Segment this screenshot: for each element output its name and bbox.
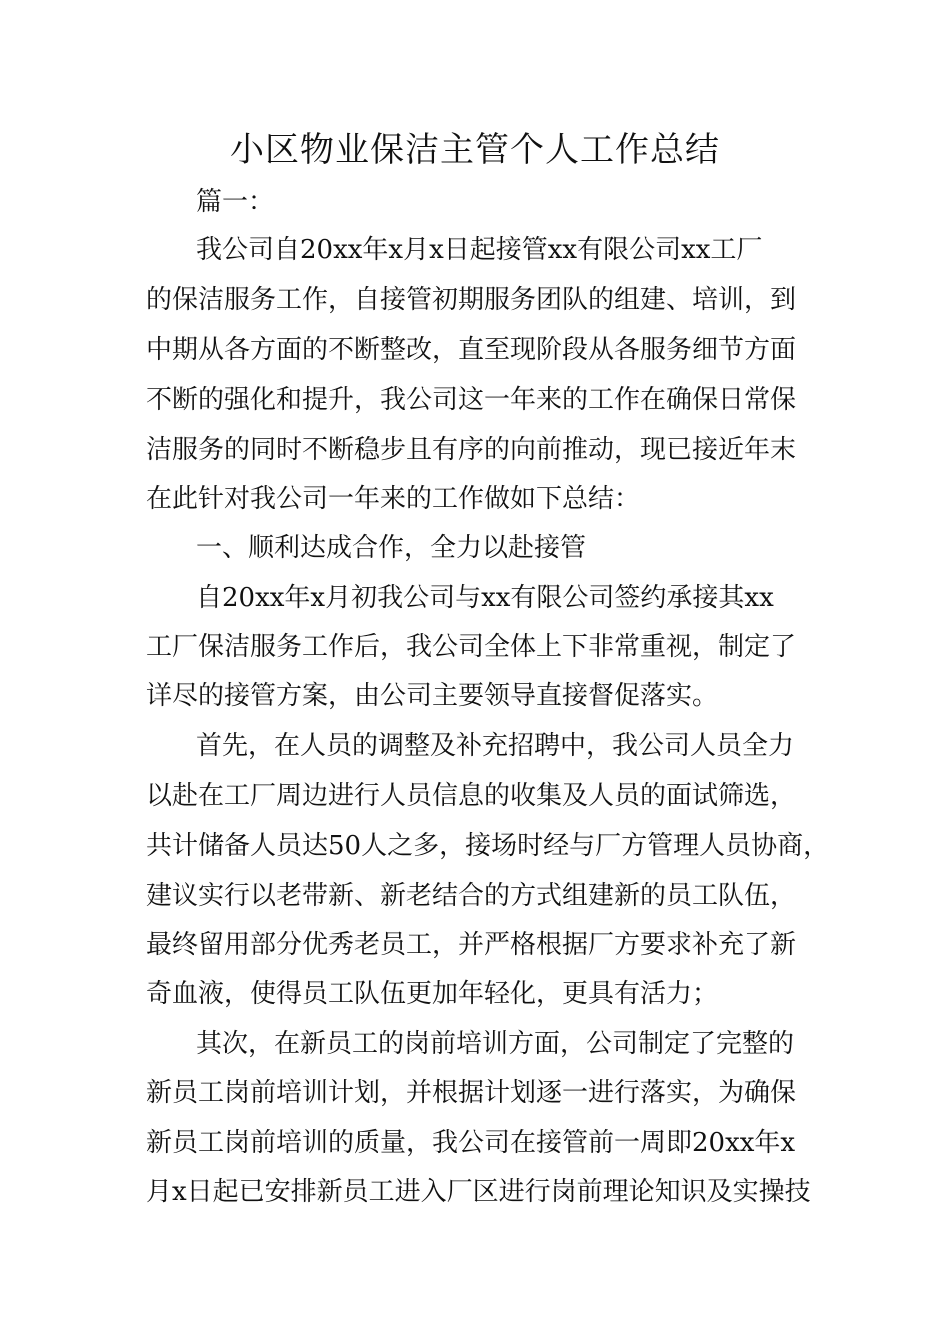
- paragraph-line: 最终留用部分优秀老员工，并严格根据厂方要求补充了新: [146, 930, 797, 960]
- document-title: 小区物业保洁主管个人工作总结: [230, 130, 720, 170]
- paragraph-line: 新员工岗前培训的质量，我公司在接管前一周即20xx年x: [146, 1128, 796, 1158]
- paragraph-line: 共计储备人员达50人之多，接场时经与厂方管理人员协商，: [146, 831, 830, 861]
- paragraph-line: 奇血液，使得员工队伍更加年轻化，更具有活力；: [146, 979, 719, 1009]
- paragraph-line: 建议实行以老带新、新老结合的方式组建新的员工队伍，: [146, 881, 797, 911]
- paragraph-line: 中期从各方面的不断整改，直至现阶段从各服务细节方面: [146, 335, 797, 365]
- section-heading: 一、顺利达成合作，全力以赴接管: [196, 533, 587, 563]
- paragraph-line: 我公司自20xx年x月x日起接管xx有限公司xx工厂: [196, 235, 763, 265]
- paragraph-line: 首先，在人员的调整及补充招聘中，我公司人员全力: [196, 731, 795, 761]
- paragraph-line: 的保洁服务工作，自接管初期服务团队的组建、培训，到: [146, 285, 797, 315]
- paragraph-line: 在此针对我公司一年来的工作做如下总结：: [146, 484, 641, 514]
- section-label: 篇一：: [196, 187, 275, 217]
- paragraph-line: 新员工岗前培训计划，并根据计划逐一进行落实，为确保: [146, 1078, 797, 1108]
- paragraph-line: 以赴在工厂周边进行人员信息的收集及人员的面试筛选，: [146, 781, 797, 811]
- paragraph-line: 详尽的接管方案，由公司主要领导直接督促落实。: [146, 681, 719, 711]
- paragraph-line: 洁服务的同时不断稳步且有序的向前推动，现已接近年末: [146, 435, 797, 465]
- paragraph-line: 自20xx年x月初我公司与xx有限公司签约承接其xx: [196, 583, 774, 613]
- paragraph-line: 月x日起已安排新员工进入厂区进行岗前理论知识及实操技: [146, 1177, 811, 1207]
- paragraph-line: 其次，在新员工的岗前培训方面，公司制定了完整的: [196, 1029, 795, 1059]
- paragraph-line: 不断的强化和提升，我公司这一年来的工作在确保日常保: [146, 385, 797, 415]
- paragraph-line: 工厂保洁服务工作后，我公司全体上下非常重视，制定了: [146, 632, 797, 662]
